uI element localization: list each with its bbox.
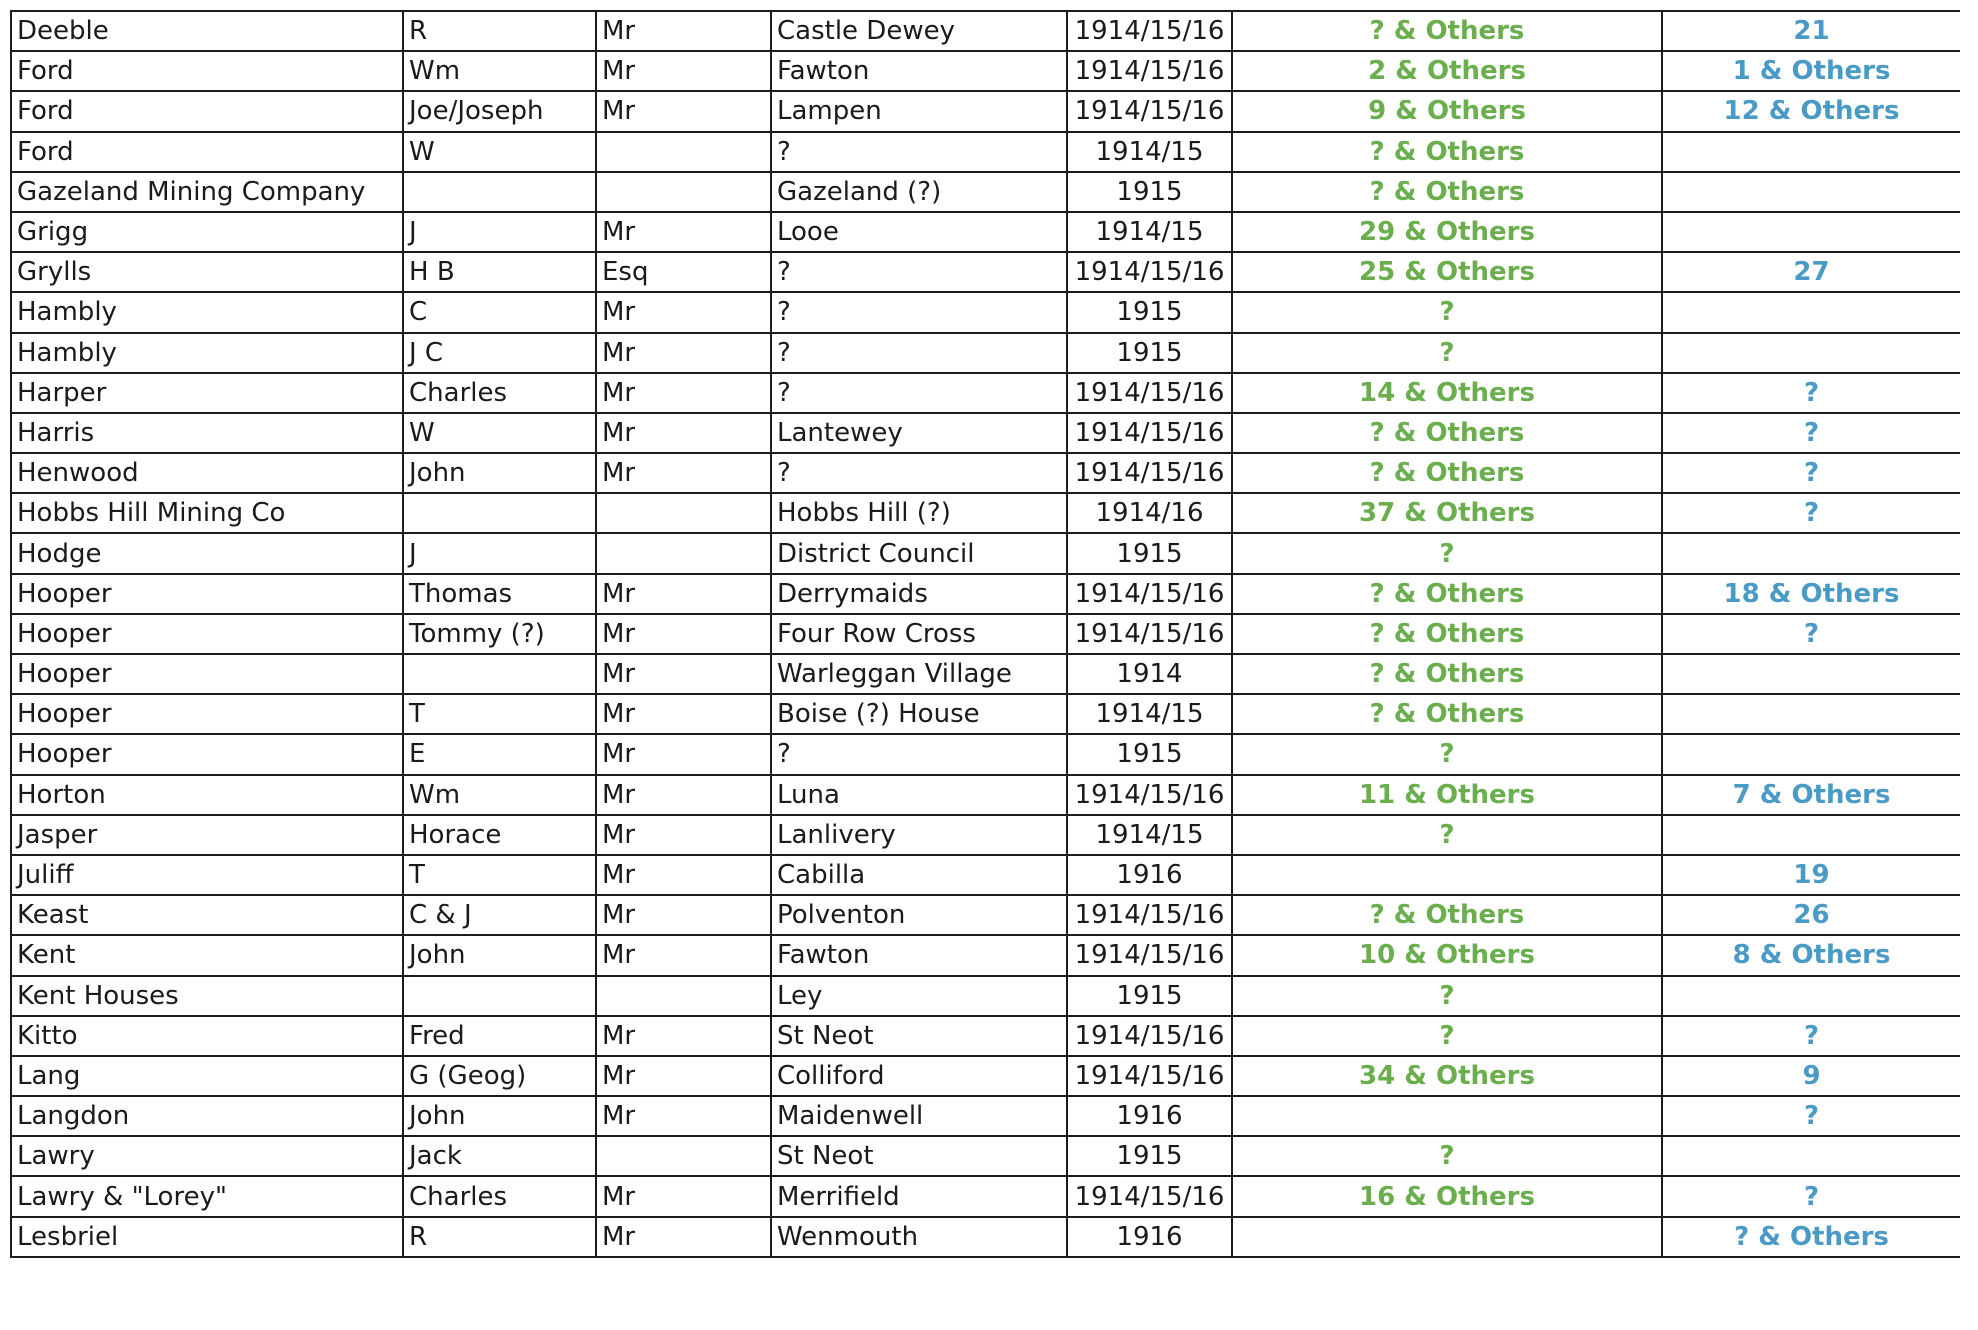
place-cell: Colliford: [771, 1056, 1067, 1096]
surname-cell: Juliff: [11, 855, 403, 895]
years-cell: 1914/15: [1067, 815, 1232, 855]
table-row: [11, 976, 1960, 1016]
surname-cell: Horton: [11, 775, 403, 815]
first-name-cell: [403, 493, 596, 533]
title-cell: Mr: [596, 694, 771, 734]
table-row: [11, 694, 1960, 734]
table-row: [11, 775, 1960, 815]
blue-reference-cell: 12 & Others: [1662, 91, 1960, 131]
surname-cell: Kent: [11, 935, 403, 975]
years-cell: 1914: [1067, 654, 1232, 694]
surname-cell: Kitto: [11, 1016, 403, 1056]
years-cell: 1915: [1067, 292, 1232, 332]
place-cell: Merrifield: [771, 1176, 1067, 1216]
first-name-cell: J C: [403, 333, 596, 373]
years-cell: 1914/15/16: [1067, 11, 1232, 51]
first-name-cell: C & J: [403, 895, 596, 935]
surname-cell: Harper: [11, 373, 403, 413]
table-row: [11, 855, 1960, 895]
blue-reference-cell: 18 & Others: [1662, 574, 1960, 614]
place-cell: Warleggan Village: [771, 654, 1067, 694]
table-row: [11, 51, 1960, 91]
surname-cell: Langdon: [11, 1096, 403, 1136]
place-cell: St Neot: [771, 1136, 1067, 1176]
years-cell: 1914/15/16: [1067, 91, 1232, 131]
table-row: [11, 172, 1960, 212]
green-reference-cell: ?: [1232, 976, 1662, 1016]
surname-cell: Henwood: [11, 453, 403, 493]
green-reference-cell: 11 & Others: [1232, 775, 1662, 815]
table-row: [11, 1016, 1960, 1056]
first-name-cell: Tommy (?): [403, 614, 596, 654]
blue-reference-cell: [1662, 132, 1960, 172]
years-cell: 1915: [1067, 1136, 1232, 1176]
place-cell: Hobbs Hill (?): [771, 493, 1067, 533]
years-cell: 1914/15/16: [1067, 935, 1232, 975]
place-cell: Boise (?) House: [771, 694, 1067, 734]
green-reference-cell: ?: [1232, 815, 1662, 855]
surname-cell: Ford: [11, 51, 403, 91]
green-reference-cell: 2 & Others: [1232, 51, 1662, 91]
table-row: [11, 815, 1960, 855]
first-name-cell: Horace: [403, 815, 596, 855]
surname-cell: Hambly: [11, 292, 403, 332]
green-reference-cell: ? & Others: [1232, 654, 1662, 694]
green-reference-cell: 34 & Others: [1232, 1056, 1662, 1096]
blue-reference-cell: ?: [1662, 413, 1960, 453]
years-cell: 1914/15: [1067, 132, 1232, 172]
place-cell: Looe: [771, 212, 1067, 252]
first-name-cell: John: [403, 1096, 596, 1136]
first-name-cell: [403, 976, 596, 1016]
blue-reference-cell: [1662, 694, 1960, 734]
first-name-cell: R: [403, 11, 596, 51]
title-cell: Mr: [596, 935, 771, 975]
green-reference-cell: ?: [1232, 533, 1662, 573]
years-cell: 1915: [1067, 734, 1232, 774]
years-cell: 1914/15/16: [1067, 775, 1232, 815]
surname-cell: Hambly: [11, 333, 403, 373]
place-cell: Gazeland (?): [771, 172, 1067, 212]
title-cell: [596, 132, 771, 172]
title-cell: Mr: [596, 91, 771, 131]
title-cell: Mr: [596, 1056, 771, 1096]
table-row: [11, 252, 1960, 292]
green-reference-cell: 16 & Others: [1232, 1176, 1662, 1216]
first-name-cell: J: [403, 533, 596, 573]
green-reference-cell: 29 & Others: [1232, 212, 1662, 252]
place-cell: ?: [771, 734, 1067, 774]
surname-cell: Hodge: [11, 533, 403, 573]
blue-reference-cell: [1662, 212, 1960, 252]
ledger-body: [11, 11, 1960, 1257]
first-name-cell: Jack: [403, 1136, 596, 1176]
blue-reference-cell: 7 & Others: [1662, 775, 1960, 815]
title-cell: Mr: [596, 1016, 771, 1056]
first-name-cell: E: [403, 734, 596, 774]
years-cell: 1916: [1067, 1096, 1232, 1136]
place-cell: Luna: [771, 775, 1067, 815]
place-cell: Maidenwell: [771, 1096, 1067, 1136]
green-reference-cell: 25 & Others: [1232, 252, 1662, 292]
blue-reference-cell: [1662, 333, 1960, 373]
title-cell: Mr: [596, 1096, 771, 1136]
years-cell: 1915: [1067, 172, 1232, 212]
title-cell: Mr: [596, 212, 771, 252]
green-reference-cell: ?: [1232, 1136, 1662, 1176]
table-row: [11, 895, 1960, 935]
years-cell: 1914/15/16: [1067, 51, 1232, 91]
green-reference-cell: ?: [1232, 292, 1662, 332]
ledger-sheet: [10, 10, 1960, 1320]
place-cell: ?: [771, 453, 1067, 493]
years-cell: 1914/15/16: [1067, 413, 1232, 453]
first-name-cell: Thomas: [403, 574, 596, 614]
years-cell: 1915: [1067, 333, 1232, 373]
blue-reference-cell: ?: [1662, 1016, 1960, 1056]
green-reference-cell: ? & Others: [1232, 132, 1662, 172]
title-cell: Mr: [596, 654, 771, 694]
green-reference-cell: [1232, 855, 1662, 895]
green-reference-cell: ? & Others: [1232, 694, 1662, 734]
title-cell: Mr: [596, 333, 771, 373]
place-cell: St Neot: [771, 1016, 1067, 1056]
title-cell: [596, 493, 771, 533]
place-cell: Lanlivery: [771, 815, 1067, 855]
place-cell: Castle Dewey: [771, 11, 1067, 51]
surname-cell: Hooper: [11, 654, 403, 694]
place-cell: Ley: [771, 976, 1067, 1016]
title-cell: Mr: [596, 51, 771, 91]
title-cell: Mr: [596, 614, 771, 654]
years-cell: 1914/15: [1067, 212, 1232, 252]
first-name-cell: J: [403, 212, 596, 252]
first-name-cell: John: [403, 453, 596, 493]
table-row: [11, 1217, 1960, 1257]
first-name-cell: Joe/Joseph: [403, 91, 596, 131]
green-reference-cell: 10 & Others: [1232, 935, 1662, 975]
surname-cell: Hooper: [11, 614, 403, 654]
blue-reference-cell: ?: [1662, 373, 1960, 413]
blue-reference-cell: ?: [1662, 453, 1960, 493]
first-name-cell: W: [403, 413, 596, 453]
blue-reference-cell: [1662, 815, 1960, 855]
blue-reference-cell: ?: [1662, 1176, 1960, 1216]
blue-reference-cell: [1662, 1136, 1960, 1176]
title-cell: [596, 1136, 771, 1176]
table-row: [11, 1136, 1960, 1176]
first-name-cell: [403, 654, 596, 694]
green-reference-cell: ?: [1232, 734, 1662, 774]
surname-cell: Hooper: [11, 574, 403, 614]
blue-reference-cell: [1662, 734, 1960, 774]
place-cell: ?: [771, 373, 1067, 413]
surname-cell: Lang: [11, 1056, 403, 1096]
title-cell: Mr: [596, 855, 771, 895]
years-cell: 1916: [1067, 1217, 1232, 1257]
title-cell: Mr: [596, 895, 771, 935]
surname-cell: Hobbs Hill Mining Co: [11, 493, 403, 533]
first-name-cell: W: [403, 132, 596, 172]
table-row: [11, 533, 1960, 573]
years-cell: 1915: [1067, 976, 1232, 1016]
table-row: [11, 373, 1960, 413]
table-row: [11, 132, 1960, 172]
green-reference-cell: 14 & Others: [1232, 373, 1662, 413]
place-cell: District Council: [771, 533, 1067, 573]
table-row: [11, 91, 1960, 131]
surname-cell: Deeble: [11, 11, 403, 51]
place-cell: Polventon: [771, 895, 1067, 935]
place-cell: ?: [771, 132, 1067, 172]
first-name-cell: H B: [403, 252, 596, 292]
place-cell: ?: [771, 252, 1067, 292]
title-cell: Mr: [596, 574, 771, 614]
title-cell: Mr: [596, 453, 771, 493]
title-cell: Mr: [596, 1217, 771, 1257]
years-cell: 1914/15/16: [1067, 574, 1232, 614]
surname-cell: Grylls: [11, 252, 403, 292]
surname-cell: Jasper: [11, 815, 403, 855]
table-row: [11, 292, 1960, 332]
green-reference-cell: [1232, 1217, 1662, 1257]
years-cell: 1914/15/16: [1067, 373, 1232, 413]
table-row: [11, 333, 1960, 373]
green-reference-cell: ?: [1232, 333, 1662, 373]
place-cell: Fawton: [771, 935, 1067, 975]
green-reference-cell: ? & Others: [1232, 574, 1662, 614]
years-cell: 1914/15/16: [1067, 453, 1232, 493]
years-cell: 1914/16: [1067, 493, 1232, 533]
title-cell: [596, 533, 771, 573]
title-cell: Mr: [596, 373, 771, 413]
blue-reference-cell: 21: [1662, 11, 1960, 51]
blue-reference-cell: 8 & Others: [1662, 935, 1960, 975]
table-row: [11, 1176, 1960, 1216]
title-cell: [596, 172, 771, 212]
title-cell: Mr: [596, 1176, 771, 1216]
table-row: [11, 734, 1960, 774]
surname-cell: Hooper: [11, 694, 403, 734]
years-cell: 1916: [1067, 855, 1232, 895]
title-cell: Mr: [596, 413, 771, 453]
years-cell: 1914/15/16: [1067, 1016, 1232, 1056]
table-row: [11, 654, 1960, 694]
place-cell: Cabilla: [771, 855, 1067, 895]
green-reference-cell: ? & Others: [1232, 11, 1662, 51]
table-row: [11, 493, 1960, 533]
blue-reference-cell: [1662, 172, 1960, 212]
title-cell: Mr: [596, 815, 771, 855]
title-cell: Mr: [596, 11, 771, 51]
surname-cell: Lesbriel: [11, 1217, 403, 1257]
table-row: [11, 574, 1960, 614]
first-name-cell: John: [403, 935, 596, 975]
green-reference-cell: ?: [1232, 1016, 1662, 1056]
blue-reference-cell: 27: [1662, 252, 1960, 292]
blue-reference-cell: [1662, 654, 1960, 694]
green-reference-cell: 37 & Others: [1232, 493, 1662, 533]
blue-reference-cell: 19: [1662, 855, 1960, 895]
table-row: [11, 1056, 1960, 1096]
surname-cell: Ford: [11, 132, 403, 172]
blue-reference-cell: [1662, 533, 1960, 573]
first-name-cell: G (Geog): [403, 1056, 596, 1096]
table-row: [11, 614, 1960, 654]
table-row: [11, 1096, 1960, 1136]
surname-cell: Lawry & "Lorey": [11, 1176, 403, 1216]
table-row: [11, 453, 1960, 493]
place-cell: Four Row Cross: [771, 614, 1067, 654]
years-cell: 1914/15/16: [1067, 1176, 1232, 1216]
green-reference-cell: ? & Others: [1232, 172, 1662, 212]
title-cell: Mr: [596, 775, 771, 815]
years-cell: 1914/15: [1067, 694, 1232, 734]
blue-reference-cell: 9: [1662, 1056, 1960, 1096]
blue-reference-cell: ? & Others: [1662, 1217, 1960, 1257]
years-cell: 1914/15/16: [1067, 252, 1232, 292]
first-name-cell: Fred: [403, 1016, 596, 1056]
place-cell: Lantewey: [771, 413, 1067, 453]
surname-cell: Lawry: [11, 1136, 403, 1176]
years-cell: 1914/15/16: [1067, 895, 1232, 935]
place-cell: Fawton: [771, 51, 1067, 91]
green-reference-cell: ? & Others: [1232, 614, 1662, 654]
blue-reference-cell: 26: [1662, 895, 1960, 935]
green-reference-cell: ? & Others: [1232, 895, 1662, 935]
green-reference-cell: [1232, 1096, 1662, 1136]
first-name-cell: R: [403, 1217, 596, 1257]
place-cell: Wenmouth: [771, 1217, 1067, 1257]
surname-cell: Harris: [11, 413, 403, 453]
years-cell: 1915: [1067, 533, 1232, 573]
surname-cell: Hooper: [11, 734, 403, 774]
green-reference-cell: ? & Others: [1232, 413, 1662, 453]
surname-cell: Kent Houses: [11, 976, 403, 1016]
place-cell: Derrymaids: [771, 574, 1067, 614]
first-name-cell: T: [403, 694, 596, 734]
surname-cell: Ford: [11, 91, 403, 131]
first-name-cell: T: [403, 855, 596, 895]
blue-reference-cell: [1662, 292, 1960, 332]
title-cell: Mr: [596, 292, 771, 332]
green-reference-cell: 9 & Others: [1232, 91, 1662, 131]
blue-reference-cell: [1662, 976, 1960, 1016]
years-cell: 1914/15/16: [1067, 1056, 1232, 1096]
first-name-cell: [403, 172, 596, 212]
title-cell: [596, 976, 771, 1016]
table-row: [11, 11, 1960, 51]
years-cell: 1914/15/16: [1067, 614, 1232, 654]
first-name-cell: Wm: [403, 775, 596, 815]
table-row: [11, 413, 1960, 453]
surname-cell: Gazeland Mining Company: [11, 172, 403, 212]
place-cell: ?: [771, 292, 1067, 332]
surname-cell: Grigg: [11, 212, 403, 252]
first-name-cell: C: [403, 292, 596, 332]
ledger-table: [10, 10, 1960, 1258]
blue-reference-cell: ?: [1662, 493, 1960, 533]
first-name-cell: Wm: [403, 51, 596, 91]
title-cell: Esq: [596, 252, 771, 292]
place-cell: Lampen: [771, 91, 1067, 131]
blue-reference-cell: ?: [1662, 1096, 1960, 1136]
place-cell: ?: [771, 333, 1067, 373]
green-reference-cell: ? & Others: [1232, 453, 1662, 493]
title-cell: Mr: [596, 734, 771, 774]
table-row: [11, 935, 1960, 975]
table-row: [11, 212, 1960, 252]
first-name-cell: Charles: [403, 1176, 596, 1216]
surname-cell: Keast: [11, 895, 403, 935]
first-name-cell: Charles: [403, 373, 596, 413]
blue-reference-cell: 1 & Others: [1662, 51, 1960, 91]
blue-reference-cell: ?: [1662, 614, 1960, 654]
